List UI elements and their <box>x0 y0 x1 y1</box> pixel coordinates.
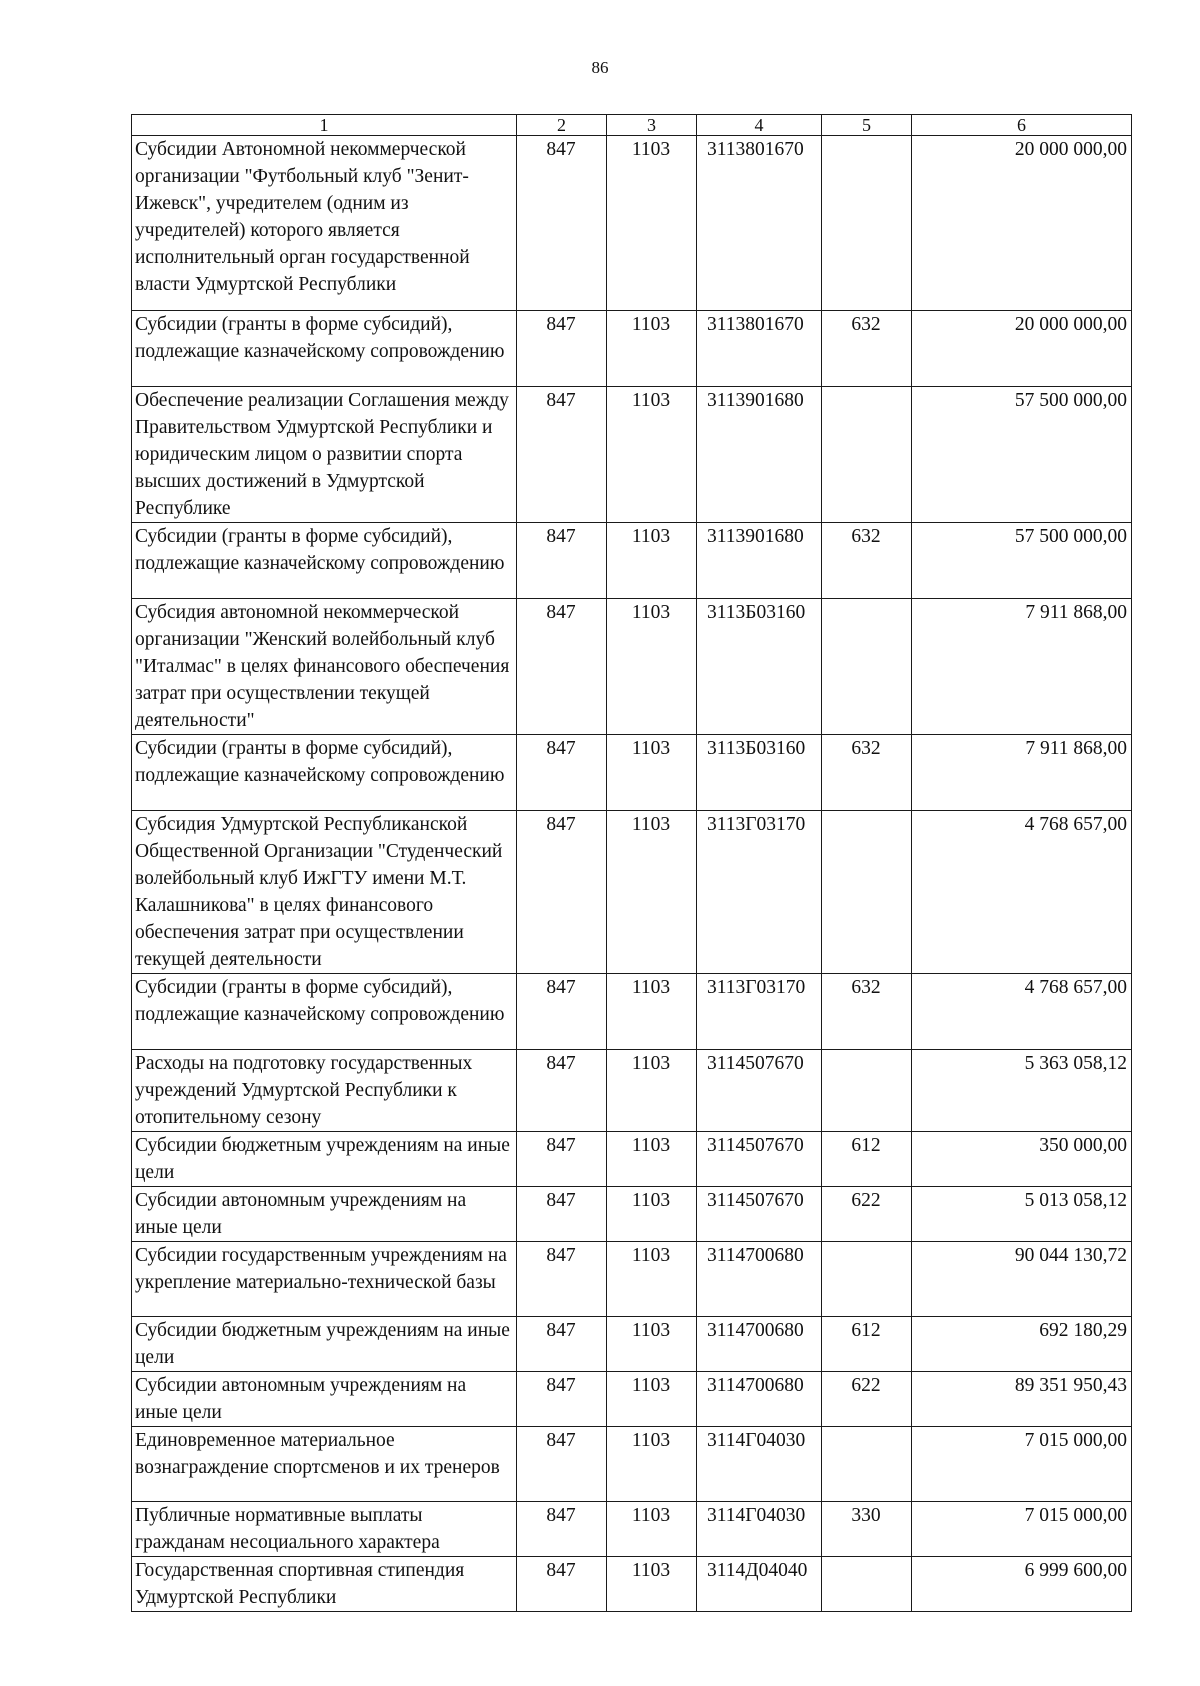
row-code-ministry: 847 <box>517 1557 607 1612</box>
row-code-expense-type: 612 <box>822 1132 912 1187</box>
row-code-expense-type: 622 <box>822 1372 912 1427</box>
row-code-target: 3114Д04040 <box>697 1557 822 1612</box>
table-row <box>132 136 1132 311</box>
row-description: Субсидии (гранты в форме субсидий), подлежащие казначейскому сопровождению <box>132 311 517 387</box>
row-code-target: 3114700680 <box>697 1242 822 1317</box>
row-code-section: 1103 <box>607 136 697 311</box>
row-description: Субсидии автономным учреждениям на иные цели <box>132 1372 517 1427</box>
row-code-expense-type: 632 <box>822 974 912 1050</box>
row-description: Субсидии государственным учреждениям на укрепление материально-технической базы <box>132 1242 517 1317</box>
row-code-section: 1103 <box>607 1372 697 1427</box>
row-code-section: 1103 <box>607 735 697 811</box>
table-row <box>132 1317 1132 1372</box>
row-code-section: 1103 <box>607 974 697 1050</box>
row-code-expense-type: 632 <box>822 311 912 387</box>
row-code-ministry: 847 <box>517 387 607 523</box>
row-code-ministry: 847 <box>517 735 607 811</box>
row-code-expense-type: 622 <box>822 1187 912 1242</box>
row-code-expense-type <box>822 1050 912 1132</box>
row-amount: 692 180,29 <box>912 1317 1132 1372</box>
row-code-target: 3113Б03160 <box>697 599 822 735</box>
table-row <box>132 1372 1132 1427</box>
table-row <box>132 1557 1132 1612</box>
column-header: 1 <box>132 115 517 136</box>
row-code-target: 3113Г03170 <box>697 974 822 1050</box>
budget-table <box>131 114 1132 1612</box>
table-row <box>132 311 1132 387</box>
row-amount: 4 768 657,00 <box>912 974 1132 1050</box>
table-row <box>132 387 1132 523</box>
row-description: Субсидии (гранты в форме субсидий), подлежащие казначейскому сопровождению <box>132 523 517 599</box>
row-code-expense-type: 612 <box>822 1317 912 1372</box>
row-amount: 7 015 000,00 <box>912 1427 1132 1502</box>
row-amount: 5 363 058,12 <box>912 1050 1132 1132</box>
row-code-section: 1103 <box>607 1427 697 1502</box>
table-row <box>132 1187 1132 1242</box>
row-code-ministry: 847 <box>517 1050 607 1132</box>
table-row <box>132 811 1132 974</box>
column-header: 4 <box>697 115 822 136</box>
row-code-expense-type: 330 <box>822 1502 912 1557</box>
row-amount: 20 000 000,00 <box>912 311 1132 387</box>
row-code-ministry: 847 <box>517 1372 607 1427</box>
row-code-target: 3113Б03160 <box>697 735 822 811</box>
row-description: Обеспечение реализации Соглашения между Правительством Удмуртской Республики и юридическим лицом о развитии спорта высших достижений в Удмуртской Республике <box>132 387 517 523</box>
row-code-section: 1103 <box>607 1187 697 1242</box>
row-code-ministry: 847 <box>517 1317 607 1372</box>
row-code-ministry: 847 <box>517 1242 607 1317</box>
row-description: Субсидии бюджетным учреждениям на иные цели <box>132 1132 517 1187</box>
table-row <box>132 599 1132 735</box>
table-row <box>132 1427 1132 1502</box>
row-description: Единовременное материальное вознаграждение спортсменов и их тренеров <box>132 1427 517 1502</box>
row-code-section: 1103 <box>607 387 697 523</box>
row-code-section: 1103 <box>607 1050 697 1132</box>
row-description: Публичные нормативные выплаты гражданам несоциального характера <box>132 1502 517 1557</box>
row-code-expense-type: 632 <box>822 523 912 599</box>
row-code-section: 1103 <box>607 1317 697 1372</box>
row-code-section: 1103 <box>607 311 697 387</box>
row-description: Субсидии (гранты в форме субсидий), подлежащие казначейскому сопровождению <box>132 974 517 1050</box>
row-code-section: 1103 <box>607 523 697 599</box>
row-code-section: 1103 <box>607 811 697 974</box>
row-code-ministry: 847 <box>517 599 607 735</box>
row-code-expense-type <box>822 136 912 311</box>
row-code-target: 3113901680 <box>697 387 822 523</box>
row-code-target: 3113801670 <box>697 311 822 387</box>
row-amount: 57 500 000,00 <box>912 523 1132 599</box>
row-amount: 7 911 868,00 <box>912 599 1132 735</box>
table-row <box>132 523 1132 599</box>
row-code-section: 1103 <box>607 1242 697 1317</box>
row-description: Субсидии (гранты в форме субсидий), подлежащие казначейскому сопровождению <box>132 735 517 811</box>
row-code-ministry: 847 <box>517 811 607 974</box>
row-code-expense-type <box>822 387 912 523</box>
row-code-ministry: 847 <box>517 1502 607 1557</box>
table-row <box>132 974 1132 1050</box>
row-code-section: 1103 <box>607 1132 697 1187</box>
row-code-expense-type <box>822 1557 912 1612</box>
row-code-ministry: 847 <box>517 1427 607 1502</box>
page-number: 86 <box>591 58 609 77</box>
row-code-target: 3113801670 <box>697 136 822 311</box>
row-amount: 7 015 000,00 <box>912 1502 1132 1557</box>
row-code-target: 3113Г03170 <box>697 811 822 974</box>
column-header: 5 <box>822 115 912 136</box>
row-code-target: 3114Г04030 <box>697 1502 822 1557</box>
row-code-expense-type <box>822 811 912 974</box>
row-code-expense-type <box>822 1242 912 1317</box>
row-description: Субсидии бюджетным учреждениям на иные цели <box>132 1317 517 1372</box>
row-code-expense-type: 632 <box>822 735 912 811</box>
row-code-ministry: 847 <box>517 523 607 599</box>
row-code-ministry: 847 <box>517 136 607 311</box>
row-amount: 5 013 058,12 <box>912 1187 1132 1242</box>
row-code-ministry: 847 <box>517 974 607 1050</box>
row-amount: 90 044 130,72 <box>912 1242 1132 1317</box>
row-description: Субсидия автономной некоммерческой организации "Женский волейбольный клуб "Италмас" в целях финансового обеспечения затрат при осуществлении текущей деятельности" <box>132 599 517 735</box>
column-header: 6 <box>912 115 1132 136</box>
table-row <box>132 1502 1132 1557</box>
row-amount: 6 999 600,00 <box>912 1557 1132 1612</box>
row-code-target: 3114507670 <box>697 1132 822 1187</box>
row-code-ministry: 847 <box>517 311 607 387</box>
table-row <box>132 735 1132 811</box>
row-code-target: 3114700680 <box>697 1317 822 1372</box>
table-row <box>132 1050 1132 1132</box>
row-amount: 20 000 000,00 <box>912 136 1132 311</box>
row-code-ministry: 847 <box>517 1132 607 1187</box>
row-description: Субсидии автономным учреждениям на иные цели <box>132 1187 517 1242</box>
row-amount: 89 351 950,43 <box>912 1372 1132 1427</box>
row-amount: 4 768 657,00 <box>912 811 1132 974</box>
row-code-target: 3113901680 <box>697 523 822 599</box>
row-code-target: 3114700680 <box>697 1372 822 1427</box>
column-header: 3 <box>607 115 697 136</box>
row-description: Государственная спортивная стипендия Удмуртской Республики <box>132 1557 517 1612</box>
column-header: 2 <box>517 115 607 136</box>
row-code-expense-type <box>822 599 912 735</box>
row-amount: 57 500 000,00 <box>912 387 1132 523</box>
table-row <box>132 1242 1132 1317</box>
row-code-section: 1103 <box>607 1502 697 1557</box>
row-code-expense-type <box>822 1427 912 1502</box>
row-code-target: 3114Г04030 <box>697 1427 822 1502</box>
row-amount: 7 911 868,00 <box>912 735 1132 811</box>
row-amount: 350 000,00 <box>912 1132 1132 1187</box>
row-code-target: 3114507670 <box>697 1050 822 1132</box>
table-header-row <box>132 115 1132 136</box>
row-description: Расходы на подготовку государственных учреждений Удмуртской Республики к отопительному сезону <box>132 1050 517 1132</box>
row-description: Субсидии Автономной некоммерческой организации "Футбольный клуб "Зенит-Ижевск", учредителем (одним из учредителей) которого является исполнительный орган государственной власти Удмуртской Республики <box>132 136 517 311</box>
row-code-ministry: 847 <box>517 1187 607 1242</box>
table-row <box>132 1132 1132 1187</box>
row-code-target: 3114507670 <box>697 1187 822 1242</box>
row-description: Субсидия Удмуртской Республиканской Общественной Организации "Студенческий волейбольный клуб ИжГТУ имени М.Т. Калашникова" в целях финансового обеспечения затрат при осуществлении текущей деятельности <box>132 811 517 974</box>
row-code-section: 1103 <box>607 1557 697 1612</box>
row-code-section: 1103 <box>607 599 697 735</box>
